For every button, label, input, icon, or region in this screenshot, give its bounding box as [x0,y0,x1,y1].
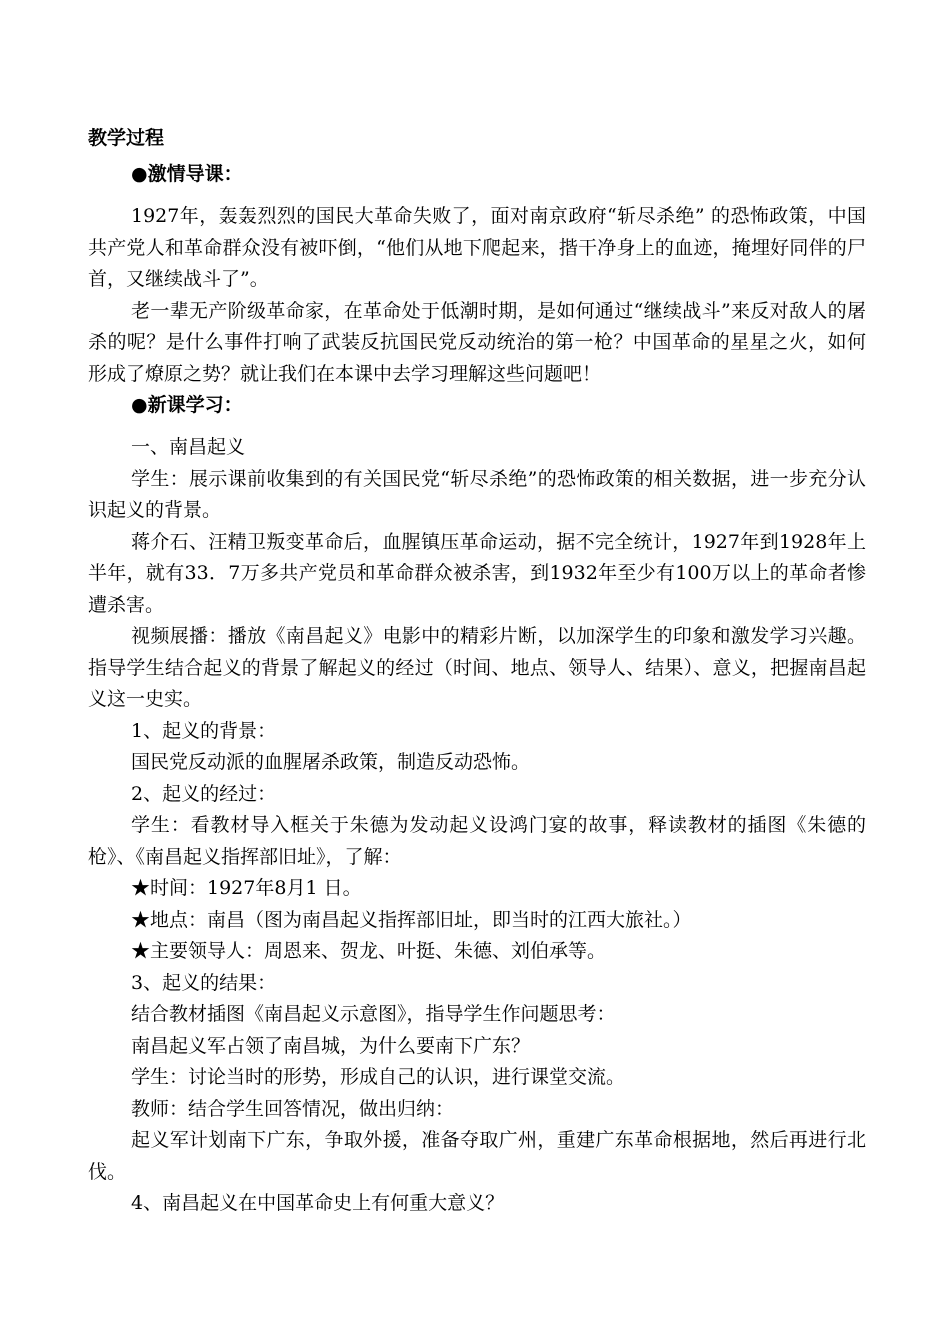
star-place: ★地点：南昌（图为南昌起义指挥部旧址，即当时的江西大旅社。） [131,908,692,931]
intro-paragraph-2: 老一辈无产阶级革命家，在革命处于低潮时期，是如何通过“继续战斗”来反对敌人的屠杀的呢？是什么事件打响了武装反抗国民党反动统治的第一枪？中国革命的星星之火，如何形成了燎原之势？就让我们在本课中去学习理解这些问题吧！ [88,299,866,385]
question-text: 南昌起义军占领了南昌城，为什么要南下广东？ [131,1034,531,1057]
item-1-text: 国民党反动派的血腥屠杀政策，制造反动恐怖。 [131,751,531,773]
student-activity-paragraph: 学生：展示课前收集到的有关国民党“斩尽杀绝”的恐怖政策的相关数据，进一步充分认识起义的背景。 [88,467,866,521]
statistics-paragraph: 蒋介石、汪精卫叛变革命后，血腥镇压革命运动，据不完全统计，1927年到1928年上半年，就有33．7万多共产党员和革命群众被杀害，到1932年至少有100万以上的革命者惨遭杀害。 [88,530,866,616]
star-leaders: ★主要领导人：周恩来、贺龙、叶挺、朱德、刘伯承等。 [131,940,607,962]
new-lesson-heading: ●新课学习： [131,394,243,416]
section-1-title: 一、南昌起义 [131,436,246,458]
intro-heading: ●激情导课： [131,163,243,185]
video-paragraph: 视频展播：播放《南昌起义》电影中的精彩片断，以加深学生的印象和激发学习兴趣。指导学生结合起义的背景了解起义的经过（时间、地点、领导人、结果）、意义，把握南昌起义这一史实。 [88,625,866,710]
item-3-text: 结合教材插图《南昌起义示意图》，指导学生作问题思考： [131,1003,616,1025]
intro-paragraph-1: 1927年，轰轰烈烈的国民大革命失败了，面对南京政府“斩尽杀绝” 的恐怖政策，中国共产党人和革命群众没有被吓倒，“他们从地下爬起来，揩干净身上的血迹，掩埋好同伴的尸首，又继续战斗了”。 [88,205,866,290]
star-time: ★时间：1927年8月1 日。 [131,877,362,899]
item-3-heading: 3、起义的结果： [131,971,277,994]
item-1-heading: 1、起义的背景： [131,719,277,742]
item-2-heading: 2、起义的经过： [131,782,277,805]
item-2-text: 学生：看教材导入框关于朱德为发动起义设鸿门宴的故事，释读教材的插图《朱德的枪》、《南昌起义指挥部旧址》，了解： [88,814,866,868]
document-page [88,123,866,1220]
student-discussion: 学生：讨论当时的形势，形成自己的认识，进行课堂交流。 [131,1066,626,1088]
page-title: 教学过程 [88,127,165,149]
item-4-heading: 4、南昌起义在中国革命史上有何重大意义？ [131,1192,505,1214]
teacher-answer: 起义军计划南下广东，争取外援，准备夺取广州，重建广东革命根据地，然后再进行北伐。 [88,1129,866,1183]
teacher-summary-intro: 教师：结合学生回答情况，做出归纳： [131,1097,455,1120]
